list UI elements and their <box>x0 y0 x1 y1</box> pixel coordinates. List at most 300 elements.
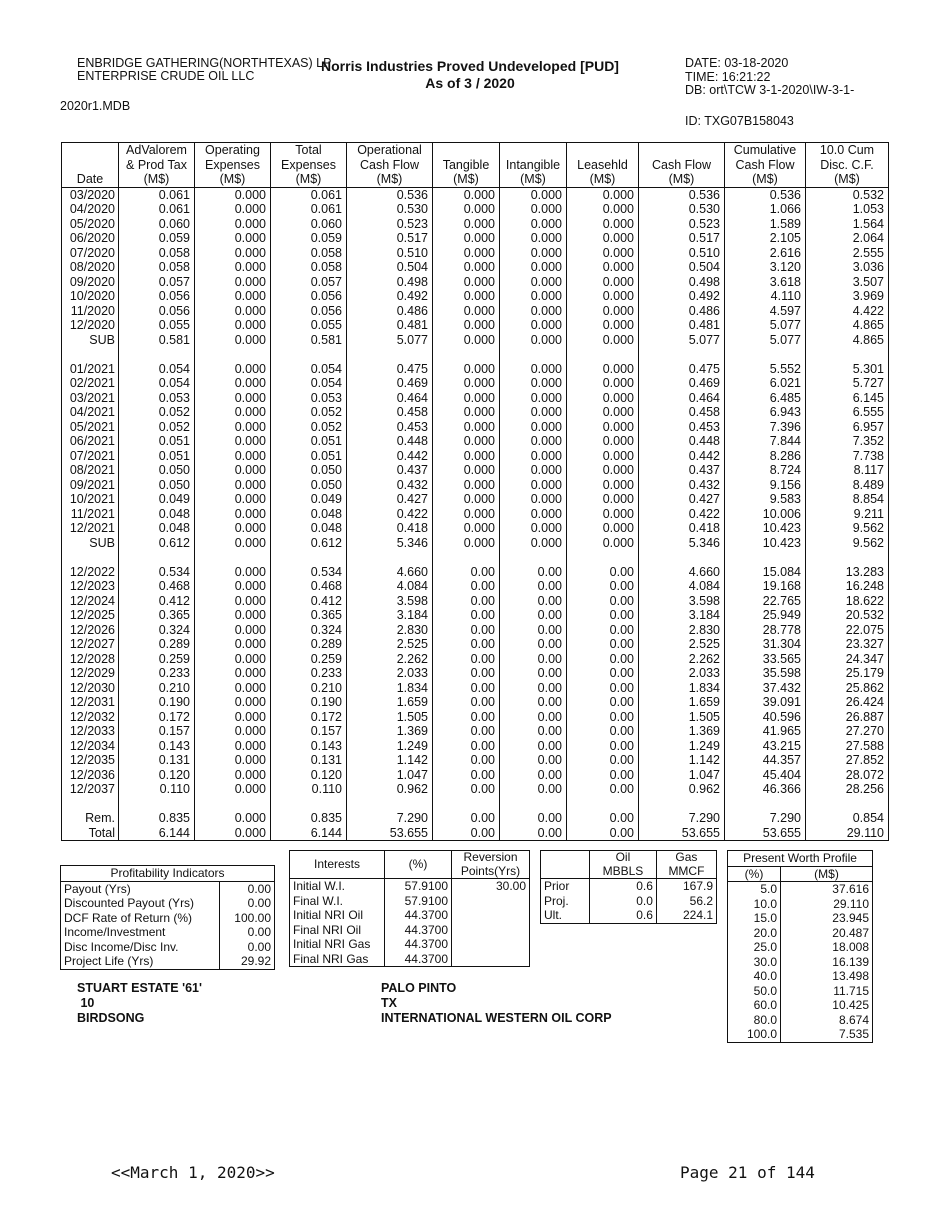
cell-value: 0.458 <box>347 405 433 420</box>
cell-value: 0.000 <box>195 608 271 623</box>
cell-value: 19.168 <box>725 579 806 594</box>
cell-value: 0.000 <box>195 521 271 536</box>
interest-pct: 44.3700 <box>385 908 452 923</box>
cell-value: 0.233 <box>119 666 195 681</box>
cell-value: 0.157 <box>119 724 195 739</box>
cell-value: 0.157 <box>271 724 347 739</box>
cell-value: 8.117 <box>806 463 889 478</box>
present-worth-title: Present Worth Profile <box>728 851 872 866</box>
cell-value: 1.589 <box>725 217 806 232</box>
cell-value: 7.290 <box>725 811 806 826</box>
cell-value: 0.000 <box>500 289 567 304</box>
reserves-row <box>541 908 716 923</box>
indicator-value: 0.00 <box>220 881 275 896</box>
column-header-line: (M$) <box>752 172 778 186</box>
column-header-line: Cumulative <box>733 143 797 157</box>
cell-value: 0.000 <box>195 652 271 667</box>
pw-value: 7.535 <box>781 1027 873 1042</box>
row-date: 01/2021 <box>62 362 119 377</box>
oil-header-line1: Oil <box>615 850 631 864</box>
column-header-line: Disc. C.F. <box>820 157 874 172</box>
cell-value: 0.00 <box>433 608 500 623</box>
cell-value: 0.00 <box>500 623 567 638</box>
reserves-row <box>541 879 716 894</box>
cell-value: 7.396 <box>725 420 806 435</box>
present-worth-row <box>728 882 872 897</box>
cell-value: 5.077 <box>347 333 433 348</box>
cell-value: 1.066 <box>725 202 806 217</box>
cell-value: 0.00 <box>567 594 639 609</box>
cell-value: 0.000 <box>195 536 271 551</box>
cell-value: 0.000 <box>195 217 271 232</box>
indicator-label: Payout (Yrs) <box>64 881 131 896</box>
cell-value: 28.778 <box>725 623 806 638</box>
cell-value: 4.865 <box>806 333 889 348</box>
cell-value: 0.000 <box>567 231 639 246</box>
column-header <box>62 143 119 188</box>
page-number: Page 21 of 144 <box>680 1163 815 1182</box>
column-header <box>567 143 639 188</box>
cell-value: 2.616 <box>725 246 806 261</box>
cell-value: 0.120 <box>119 768 195 783</box>
well-number: 10 <box>77 996 95 1010</box>
cell-value: 0.000 <box>195 463 271 478</box>
profitability-row <box>61 925 274 940</box>
cell-value: 0.000 <box>567 217 639 232</box>
reversion-value: 30.00 <box>452 879 530 894</box>
empty-cell <box>567 797 639 812</box>
cell-value: 22.765 <box>725 594 806 609</box>
cell-value: 4.660 <box>347 565 433 580</box>
cell-value: 0.000 <box>433 478 500 493</box>
cell-value: 0.464 <box>639 391 725 406</box>
cell-value: 0.468 <box>271 579 347 594</box>
interest-pct: 44.3700 <box>385 937 452 952</box>
cell-value: 35.598 <box>725 666 806 681</box>
row-date: 09/2020 <box>62 275 119 290</box>
cell-value: 0.000 <box>567 275 639 290</box>
cell-value: 0.492 <box>347 289 433 304</box>
reversion-value <box>452 937 530 952</box>
row-date: 05/2020 <box>62 217 119 232</box>
cell-value: 0.458 <box>639 405 725 420</box>
row-date: 12/2030 <box>62 681 119 696</box>
cell-value: 0.532 <box>806 187 889 202</box>
empty-cell <box>725 347 806 362</box>
cell-value: 0.000 <box>567 434 639 449</box>
cell-value: 0.504 <box>639 260 725 275</box>
column-header-line <box>502 143 564 158</box>
cell-value: 0.453 <box>639 420 725 435</box>
cell-value: 0.000 <box>195 826 271 841</box>
cell-value: 0.469 <box>639 376 725 391</box>
cell-value: 0.000 <box>500 304 567 319</box>
reserves-label: Ult. <box>544 908 562 922</box>
row-date: 12/2029 <box>62 666 119 681</box>
empty-cell <box>500 797 567 812</box>
cell-value: 0.052 <box>271 420 347 435</box>
cell-value: 39.091 <box>725 695 806 710</box>
cell-value: 4.084 <box>639 579 725 594</box>
cell-value: 0.143 <box>271 739 347 754</box>
cell-value: 0.000 <box>195 724 271 739</box>
cell-value: 0.053 <box>119 391 195 406</box>
mdb-filename: 2020r1.MDB <box>60 99 131 113</box>
cell-value: 0.00 <box>500 768 567 783</box>
cell-value: 0.000 <box>433 275 500 290</box>
cell-value: 0.000 <box>567 318 639 333</box>
table-row <box>62 782 889 797</box>
cell-value: 8.489 <box>806 478 889 493</box>
row-date: 09/2021 <box>62 478 119 493</box>
row-date: 06/2021 <box>62 434 119 449</box>
reversion-header <box>452 851 530 879</box>
row-date: 12/2027 <box>62 637 119 652</box>
cell-value: 0.00 <box>500 565 567 580</box>
cell-value: 0.000 <box>195 637 271 652</box>
column-header <box>271 143 347 188</box>
row-date: 12/2033 <box>62 724 119 739</box>
cell-value: 5.727 <box>806 376 889 391</box>
cell-value: 0.492 <box>639 289 725 304</box>
reserves-label: Prior <box>544 879 570 893</box>
cell-value: 10.423 <box>725 536 806 551</box>
cell-value: 0.00 <box>500 753 567 768</box>
cell-value: 0.000 <box>433 202 500 217</box>
cell-value: 0.259 <box>271 652 347 667</box>
pw-value: 16.139 <box>781 955 873 970</box>
row-date: 12/2036 <box>62 768 119 783</box>
pw-rate: 50.0 <box>753 983 777 998</box>
cell-value: 0.00 <box>500 782 567 797</box>
cell-value: 0.054 <box>119 362 195 377</box>
cell-value: 0.517 <box>347 231 433 246</box>
cell-value: 0.000 <box>500 362 567 377</box>
row-date: 08/2020 <box>62 260 119 275</box>
cell-value: 4.597 <box>725 304 806 319</box>
cell-value: 0.053 <box>271 391 347 406</box>
cell-value: 0.000 <box>433 492 500 507</box>
row-date: 11/2021 <box>62 507 119 522</box>
cell-value: 1.142 <box>347 753 433 768</box>
cell-value: 0.835 <box>271 811 347 826</box>
table-row <box>62 507 889 522</box>
indicator-label: DCF Rate of Return (%) <box>64 910 193 925</box>
lease-info-left <box>77 981 202 1026</box>
interest-pct: 44.3700 <box>385 923 452 938</box>
oil-value: 0.6 <box>590 879 657 894</box>
table-row <box>62 391 889 406</box>
cash-flow-table <box>61 142 889 841</box>
table-body <box>62 187 889 841</box>
cell-value: 0.00 <box>433 811 500 826</box>
cell-value: 0.000 <box>567 391 639 406</box>
empty-cell <box>433 797 500 812</box>
cell-value: 0.000 <box>500 318 567 333</box>
company-line-2: ENTERPRISE CRUDE OIL LLC <box>77 69 255 83</box>
cell-value: 0.000 <box>195 289 271 304</box>
cell-value: 3.507 <box>806 275 889 290</box>
cell-value: 0.000 <box>567 333 639 348</box>
pw-value: 23.945 <box>781 911 873 926</box>
cell-value: 0.464 <box>347 391 433 406</box>
cell-value: 8.724 <box>725 463 806 478</box>
table-row <box>62 724 889 739</box>
cell-value: 0.000 <box>567 187 639 202</box>
cell-value: 0.000 <box>500 405 567 420</box>
row-date: 06/2020 <box>62 231 119 246</box>
cell-value: 0.00 <box>567 695 639 710</box>
row-date: 12/2028 <box>62 652 119 667</box>
column-header-line: (M$) <box>143 172 170 186</box>
table-row <box>62 710 889 725</box>
empty-cell <box>639 347 725 362</box>
cell-value: 0.131 <box>271 753 347 768</box>
cell-value: 0.048 <box>119 521 195 536</box>
cell-value: 0.056 <box>271 289 347 304</box>
cell-value: 0.172 <box>119 710 195 725</box>
present-worth-row <box>728 911 872 926</box>
pw-value: 8.674 <box>781 1013 873 1028</box>
cell-value: 0.000 <box>195 739 271 754</box>
row-date: 12/2020 <box>62 318 119 333</box>
cell-value: 0.453 <box>347 420 433 435</box>
column-header-line: Operating <box>205 143 260 157</box>
cell-value: 0.00 <box>567 652 639 667</box>
cell-value: 1.659 <box>639 695 725 710</box>
cell-value: 0.000 <box>433 333 500 348</box>
cell-value: 3.184 <box>347 608 433 623</box>
column-header-line: (M$) <box>295 172 322 186</box>
interest-row <box>290 923 529 938</box>
cell-value: 1.834 <box>347 681 433 696</box>
cell-value: 0.00 <box>433 695 500 710</box>
cell-value: 2.830 <box>639 623 725 638</box>
interests-box <box>289 850 530 967</box>
row-date: 12/2031 <box>62 695 119 710</box>
cell-value: 1.659 <box>347 695 433 710</box>
cell-value: 0.00 <box>567 681 639 696</box>
indicator-value: 100.00 <box>220 911 275 926</box>
row-date: 07/2020 <box>62 246 119 261</box>
cell-value: 0.00 <box>500 666 567 681</box>
table-row <box>62 521 889 536</box>
cell-value: 0.052 <box>119 405 195 420</box>
cell-value: 1.564 <box>806 217 889 232</box>
cell-value: 0.00 <box>433 579 500 594</box>
cell-value: 0.000 <box>567 304 639 319</box>
row-date: 12/2026 <box>62 623 119 638</box>
interest-row <box>290 937 529 952</box>
row-date: 10/2021 <box>62 492 119 507</box>
pw-value: 20.487 <box>781 926 873 941</box>
pw-rate: 100.0 <box>746 1027 777 1041</box>
cell-value: 0.000 <box>433 318 500 333</box>
cell-value: 2.555 <box>806 246 889 261</box>
cell-value: 7.290 <box>639 811 725 826</box>
empty-cell <box>271 550 347 565</box>
report-meta <box>685 57 854 98</box>
cell-value: 0.000 <box>195 362 271 377</box>
cell-value: 0.059 <box>119 231 195 246</box>
reserves-box <box>540 850 717 924</box>
cell-value: 0.000 <box>433 434 500 449</box>
pw-pct-header: (%) <box>744 866 764 881</box>
row-date: 12/2024 <box>62 594 119 609</box>
cell-value: 0.412 <box>271 594 347 609</box>
profitability-indicators-box <box>60 865 275 970</box>
column-header-line: (M$) <box>834 172 860 186</box>
cell-value: 0.000 <box>567 202 639 217</box>
company-header <box>77 57 331 83</box>
cell-value: 0.056 <box>271 304 347 319</box>
reversion-value <box>452 923 530 938</box>
cell-value: 0.000 <box>433 420 500 435</box>
cell-value: 5.077 <box>725 318 806 333</box>
row-date: SUB <box>62 536 119 551</box>
cell-value: 0.000 <box>195 202 271 217</box>
cell-value: 3.969 <box>806 289 889 304</box>
cell-value: 2.525 <box>639 637 725 652</box>
cell-value: 0.612 <box>119 536 195 551</box>
cell-value: 0.437 <box>639 463 725 478</box>
row-date: Total <box>62 826 119 841</box>
cell-value: 8.286 <box>725 449 806 464</box>
cell-value: 0.000 <box>567 260 639 275</box>
cell-value: 0.422 <box>347 507 433 522</box>
cell-value: 0.000 <box>433 521 500 536</box>
column-header <box>195 143 271 188</box>
cell-value: 1.369 <box>347 724 433 739</box>
cell-value: 0.058 <box>271 246 347 261</box>
section-gap <box>62 347 889 362</box>
profitability-title: Profitability Indicators <box>61 866 274 881</box>
column-header-line <box>64 158 116 173</box>
cell-value: 0.000 <box>567 463 639 478</box>
table-row <box>62 275 889 290</box>
cell-value: 0.056 <box>119 304 195 319</box>
cell-value: 9.211 <box>806 507 889 522</box>
cell-value: 0.000 <box>195 434 271 449</box>
cell-value: 0.289 <box>119 637 195 652</box>
cell-value: 45.404 <box>725 768 806 783</box>
cell-value: 0.000 <box>195 187 271 202</box>
column-header-line: & Prod Tax <box>126 157 187 172</box>
cell-value: 0.054 <box>119 376 195 391</box>
summary-row <box>62 333 889 348</box>
row-date: 12/2035 <box>62 753 119 768</box>
cell-value: 7.352 <box>806 434 889 449</box>
empty-cell <box>567 347 639 362</box>
table-row <box>62 463 889 478</box>
gas-header-line2: MMCF <box>668 863 705 878</box>
cell-value: 22.075 <box>806 623 889 638</box>
cell-value: 10.006 <box>725 507 806 522</box>
cell-value: 29.110 <box>806 826 889 841</box>
cell-value: 0.000 <box>500 275 567 290</box>
empty-cell <box>806 347 889 362</box>
operator: INTERNATIONAL WESTERN OIL CORP <box>381 1011 612 1025</box>
cell-value: 0.000 <box>567 405 639 420</box>
cell-value: 40.596 <box>725 710 806 725</box>
oil-header <box>590 851 657 879</box>
cell-value: 0.057 <box>119 275 195 290</box>
pw-value: 18.008 <box>781 940 873 955</box>
cell-value: 0.110 <box>119 782 195 797</box>
cell-value: 0.612 <box>271 536 347 551</box>
cell-value: 0.962 <box>639 782 725 797</box>
cell-value: 3.120 <box>725 260 806 275</box>
interest-row <box>290 908 529 923</box>
empty-cell <box>347 550 433 565</box>
cell-value: 0.000 <box>567 246 639 261</box>
interest-row <box>290 952 529 967</box>
gas-value: 56.2 <box>656 894 716 909</box>
cell-value: 0.000 <box>433 246 500 261</box>
cell-value: 0.854 <box>806 811 889 826</box>
cell-value: 0.523 <box>639 217 725 232</box>
cell-value: 31.304 <box>725 637 806 652</box>
cell-value: 0.000 <box>567 376 639 391</box>
cell-value: 0.00 <box>567 724 639 739</box>
table-row <box>62 753 889 768</box>
interest-pct: 57.9100 <box>385 879 452 894</box>
cell-value: 0.835 <box>119 811 195 826</box>
cell-value: 0.000 <box>195 594 271 609</box>
cell-value: 9.156 <box>725 478 806 493</box>
cell-value: 0.00 <box>433 666 500 681</box>
cell-value: 0.000 <box>195 405 271 420</box>
table-row <box>62 231 889 246</box>
cell-value: 0.060 <box>271 217 347 232</box>
cell-value: 0.000 <box>195 492 271 507</box>
table-row <box>62 318 889 333</box>
report-title-block <box>300 58 640 92</box>
empty-cell <box>119 347 195 362</box>
empty-cell <box>806 550 889 565</box>
column-header <box>347 143 433 188</box>
present-worth-row <box>728 1013 872 1028</box>
table-row <box>62 739 889 754</box>
cell-value: 0.000 <box>567 478 639 493</box>
oil-value: 0.6 <box>590 908 657 923</box>
table-row <box>62 768 889 783</box>
cell-value: 0.418 <box>639 521 725 536</box>
cell-value: 0.000 <box>433 304 500 319</box>
pw-value: 13.498 <box>781 969 873 984</box>
present-worth-row <box>728 897 872 912</box>
cell-value: 0.172 <box>271 710 347 725</box>
cell-value: 0.000 <box>500 463 567 478</box>
column-header-line: Cash Flow <box>651 157 712 172</box>
cell-value: 0.000 <box>195 666 271 681</box>
cell-value: 0.00 <box>500 811 567 826</box>
summary-row <box>62 536 889 551</box>
empty-cell <box>725 797 806 812</box>
profitability-row <box>61 940 274 955</box>
interest-row <box>290 894 529 909</box>
indicator-label: Discounted Payout (Yrs) <box>64 896 195 910</box>
cell-value: 0.530 <box>639 202 725 217</box>
cell-value: 2.262 <box>347 652 433 667</box>
cell-value: 0.504 <box>347 260 433 275</box>
cell-value: 0.000 <box>195 710 271 725</box>
cell-value: 13.283 <box>806 565 889 580</box>
indicator-value: 29.92 <box>220 954 275 969</box>
cell-value: 25.179 <box>806 666 889 681</box>
cell-value: 0.000 <box>500 492 567 507</box>
row-date: 04/2020 <box>62 202 119 217</box>
